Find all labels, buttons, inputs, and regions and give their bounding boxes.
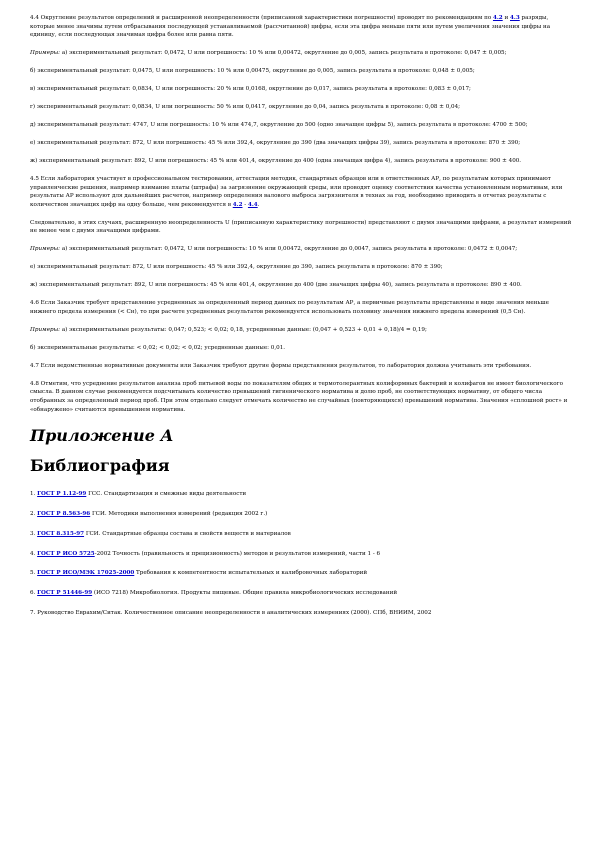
bibliography-item: 1. ГОСТ Р 1.12-99 ГСС. Стандартизация и смежные виды деятельности: [30, 491, 247, 498]
paragraph-4-5-consequence: Следовательно, в этих случаях, расширенную неопределенность U (приписанную характеристику погрешности) представляют с двумя значащими цифрами, а результат измерений не менее чем с двумя значащими цифрами.: [30, 219, 572, 235]
example2-a: Примеры: а) экспериментальный результат: 0,0472, U или погрешность: 10 % или 0,00472, округление до 0,0047, запись результата в протоколе: 0,0472 ± 0,0047;: [30, 246, 518, 253]
bibliography-item: 7. Руководство Еврахим/Ситак. Количественное описание неопределенности в аналитических измерениях (2000). СПб, ВНИИМ, 2002: [30, 609, 432, 616]
bibliography-item: 2. ГОСТ Р 8.563-96 ГСИ. Методики выполнения измерений (редакция 2002 г.): [30, 511, 268, 518]
example-v: в) экспериментальный результат: 0,0834, U или погрешность: 20 % или 0,0168, округление до 0,017, запись результата в протоколе: 0,083 ± 0,017;: [30, 86, 471, 93]
example3-b: б) экспериментальные результаты: < 0,02; < 0,02; < 0,02; усредненные данные: 0,01.: [30, 344, 286, 351]
bibliography-item: 6. ГОСТ Р 51446-99 (ИСО 7218) Микробиология. Продукты пищевые. Общие правила микробиологических исследований: [30, 590, 398, 597]
bibliography-item: 3. ГОСТ 8.315-97 ГСИ. Стандартные образцы состава и свойств веществ и материалов: [30, 530, 291, 537]
paragraph-4-4: 4.4 Округление результатов определений и расширенной неопределенности (приписанной характеристики погрешности) проводят по рекомендациям по 4.2 и 4.3 разряды, которые менее значимы путем отбрасывания последующей устанавливаемой (рассчитанной) цифры, если эта цифра меньше пяти или путем увеличения значения цифры на единицу, если последующая значимая цифра более или равна пяти.: [30, 15, 551, 39]
paragraph-4-6: 4.6 Если Заказчик требует представление усредненных за определенный период данных по результатам АР, а первичные результаты представлены в виде значения меньше нижнего предела измерения (< Cн), то при расчете усредненных результатов рекомендуется использовать половину значения нижнего предела измерений (0,5 Cн).: [30, 300, 549, 315]
link-gost-r-51446-99[interactable]: ГОСТ Р 51446-99: [37, 590, 93, 597]
document-page: [30, 14, 573, 629]
link-4-2[interactable]: 4.2: [492, 15, 503, 21]
link-gost-r-8-563-96[interactable]: ГОСТ Р 8.563-96: [37, 511, 91, 518]
link-gost-r-1-12-99[interactable]: ГОСТ Р 1.12-99: [37, 491, 87, 498]
bibliography-item: 4. ГОСТ Р ИСО 5725-2002 Точность (правильность и прецизионность) методов и результатов измерений, части 1 - 6: [30, 550, 381, 557]
link-4-2-second[interactable]: 4.2: [232, 201, 243, 208]
example-zh: ж) экспериментальный результат: 892, U или погрешность: 45 % или 401,4, округление до 400 (одна значащая цифра 4), запись результата в протоколе: 900 ± 400.: [30, 158, 522, 165]
link-gost-r-iso-iec-17025[interactable]: ГОСТ Р ИСО/МЭК 17025-2000: [37, 570, 135, 577]
example-d: д) экспериментальный результат: 4747, U или погрешность: 10 % или 474,7, округление до 500 (одно значащее цифры 5), запись результата в протоколе: 4700 ± 500;: [30, 122, 528, 129]
example2-zh: ж) экспериментальный результат: 892, U или погрешность: 45 % или 401,4, округление до 400 (две значащих цифры 40), запись результата в протоколе: 890 ± 400.: [30, 282, 522, 289]
example-g: г) экспериментальный результат: 0,0834, U или погрешность: 50 % или 0,0417, округление до 0,04, запись результата в протоколе: 0,08 ± 0,04;: [30, 104, 461, 111]
link-4-4[interactable]: 4.4: [247, 201, 258, 208]
example3-a: Примеры: а) экспериментальные результаты: 0,047; 0,523; < 0,02; 0,18, усредненные данные: (0,047 + 0,523 + 0,01 + 0,18)/4 = 0,19;: [30, 326, 427, 333]
link-gost-r-iso-5725[interactable]: ГОСТ Р ИСО 5725: [37, 550, 95, 557]
example-e: е) экспериментальный результат: 872, U или погрешность: 45 % или 392,4, округление до 390 (два значащих цифры 39), запись результата в протоколе: 870 ± 390;: [30, 140, 521, 147]
example-a: Примеры: а) экспериментальный результат: 0,0472, U или погрешность: 10 % или 0,00472, округление до 0,005, запись результата в протоколе: 0,047 ± 0,005;: [30, 50, 507, 57]
example-b: б) экспериментальный результат: 0,0475, U или погрешность: 10 % или 0,00475, округление до 0,005, запись результата в протоколе: 0,048 ± 0,005;: [30, 68, 475, 75]
appendix-title: Приложение А: [30, 426, 174, 446]
paragraph-4-8: 4.8 Отметим, что усреднение результатов анализа проб питьевой воды по показателям общих и термотолерантных колиформных бактерий и колифагов не имеет биологического смысла. В данном случае рекомендуется подсчитывать количество превышений гигиенического норматива и долю проб, не соответствующих нормативу, от общего числа отобранных за определенный период проб. При этом отдельно следует отмечать количество не случайных (повторяющихся) превышений норматива. Значения «сплошной рост» и «обнаружено» считаются превышением норматива.: [30, 380, 568, 413]
link-gost-8-315-97[interactable]: ГОСТ 8.315-97: [37, 530, 85, 537]
paragraph-4-5: 4.5 Если лаборатория участвует в профессиональном тестировании, аттестации методик, стандартных образцов или в ответственных АР, по результатам которых принимают управленческие решения, например взимание платы (штрафа) за загрязнение окружающей среды, или проводят оценку соответствия качества установленным нормативам, или результаты АР используют для дальнейших расчетов, например определения валового выброса загрязнителя в технах за год, необходимо приводить в отчетах результаты с количеством значащих цифр на одну больше, чем рекомендуется в 4.2 - 4.4.: [30, 176, 563, 208]
link-4-3[interactable]: 4.3: [510, 15, 520, 21]
bibliography-item: 5. ГОСТ Р ИСО/МЭК 17025-2000 Требования к компетентности испытательных и калибровочных лабораторий: [30, 570, 368, 577]
bibliography-title: Библиография: [30, 456, 170, 476]
example2-e: е) экспериментальный результат: 872, U или погрешность: 45 % или 392,4, округление до 390, запись результата в протоколе: 870 ± 390;: [30, 264, 443, 271]
bibliography-list: [30, 490, 573, 617]
paragraph-4-7: 4.7 Если ведомственные нормативные документы или Заказчик требуют другие формы представления результатов, то лаборатория должна учитывать эти требования.: [30, 362, 532, 369]
